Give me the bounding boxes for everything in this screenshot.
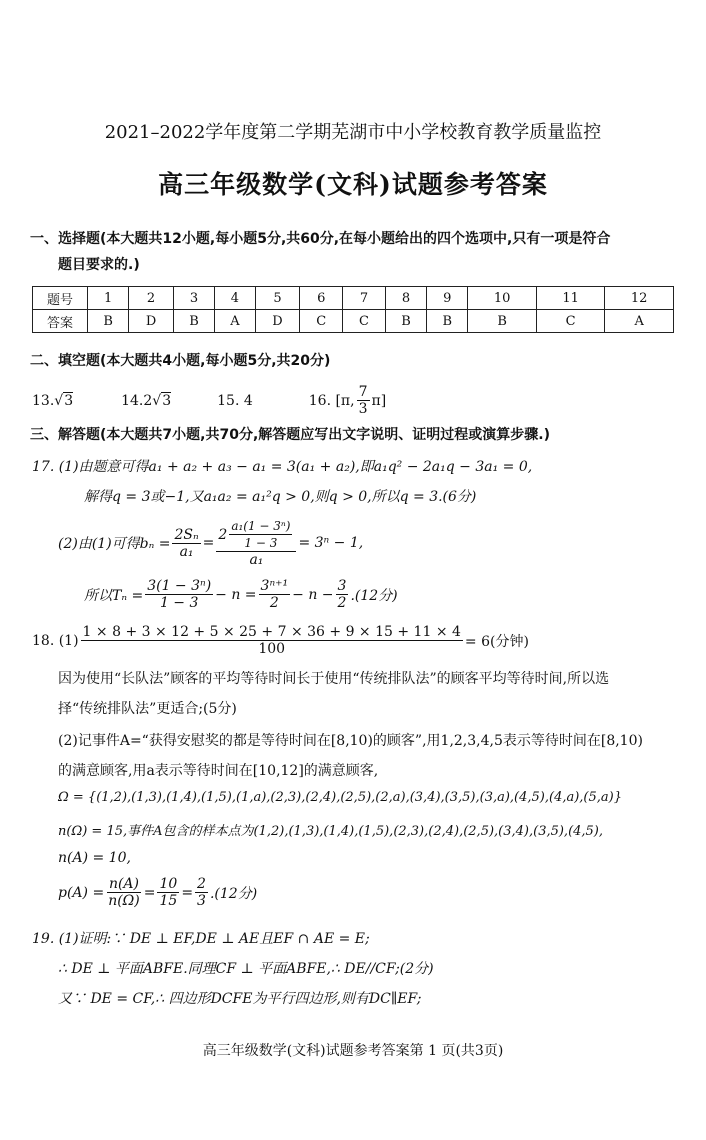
question-number-cell: 4 (215, 287, 256, 310)
section1-heading: 一、选择题(本大题共12小题,每小题5分,共60分,在每小题给出的四个选项中,只有一项是符合 (30, 231, 611, 247)
question-number-cell: 11 (536, 287, 605, 310)
q17-line1: 17. (1)由题意可得a₁ + a₂ + a₃ − a₁ = 3(a₁ + a₂),即a₁q² − 2a₁q − 3a₁ = 0, (32, 459, 533, 475)
q18-part1 (32, 624, 529, 657)
q17-fraction-1: $\frac{\text{2Sₙ}}{\text{a₁}}$ (174, 526, 199, 560)
q18-p-post: .(12分) (209, 885, 258, 902)
question-number-cell: 8 (385, 287, 426, 310)
answer-cell: D (255, 310, 300, 333)
question-number-cell: 12 (605, 287, 674, 310)
answer-16-fraction: $\frac{7}{3}$ (358, 384, 368, 417)
table-row (33, 287, 674, 310)
answer-13: 13. (32, 392, 55, 409)
equals: = (181, 884, 194, 901)
q18-n-a: n(A) = 10, (58, 850, 131, 866)
q18-probability (58, 876, 257, 909)
answer-cell: C (343, 310, 386, 333)
page-title: 高三年级数学(文科)试题参考答案 (158, 170, 548, 199)
answer-14-radicand: 3 (162, 393, 172, 409)
question-number-cell: 10 (468, 287, 537, 310)
answer-cell: D (129, 310, 174, 333)
question-number-cell: 7 (343, 287, 386, 310)
row-label-number: 题号 (33, 287, 88, 310)
q18-p3: (2)记事件A=“获得安慰奖的都是等待时间在[8,10)的顾客”,用1,2,3,4,5表示等待时间在[8,10) (58, 733, 643, 749)
q18-n-omega: n(Ω) = 15,事件A包含的样本点为(1,2),(1,3),(1,4),(1,5),(2,3),(2,4),(2,5),(3,4),(3,5),(4,5), (58, 824, 604, 839)
answer-14: 14.2 (121, 392, 153, 409)
answer-cell: A (605, 310, 674, 333)
q18-fraction: $\frac{1 \times 8 + 3 \times 12 + 5 \times 25 + 7 \times 36 + 9 \times 15 + 11 \times 4}{100}$ (82, 624, 461, 657)
q18-p-pre: p(A) = (58, 884, 105, 901)
answer-cell: A (215, 310, 256, 333)
fill-answers (32, 384, 386, 417)
sqrt-symbol: √ (152, 392, 162, 409)
question-number-cell: 5 (255, 287, 300, 310)
q17-part2 (58, 518, 363, 568)
sqrt-symbol: √ (54, 392, 64, 409)
answer-table (32, 286, 674, 333)
q17-line2: 解得q = 3或−1,又a₁a₂ = a₁²q > 0,则q > 0,所以q = 3.(6分) (84, 489, 477, 505)
answer-cell: B (468, 310, 537, 333)
q17-part3 (84, 578, 398, 611)
q18-p2: 择“传统排队法”更适合;(5分) (58, 701, 237, 717)
section2-heading: 二、填空题(本大题共4小题,每小题5分,共20分) (30, 353, 331, 369)
q19-line3: 又∵ DE = CF,∴ 四边形DCFE为平行四边形,则有DC∥EF; (58, 991, 422, 1007)
q18-pre: 18. (1) (32, 632, 79, 649)
q18-p-fraction-1: $\frac{n(A)}{n(\Omega)}$ (108, 876, 140, 909)
q18-p-fraction-2: $\frac{10}{15}$ (159, 876, 178, 909)
q17-part3-post: .(12分) (350, 587, 398, 604)
page-footer: 高三年级数学(文科)试题参考答案第 1 页(共3页) (202, 1043, 504, 1059)
question-number-cell: 9 (427, 287, 468, 310)
q17-fraction-4: $\frac{\text{3ⁿ⁺¹}}{2}$ (260, 578, 289, 611)
answer-cell: B (173, 310, 214, 333)
answer-13-radicand: 3 (64, 393, 74, 409)
question-number-cell: 6 (300, 287, 343, 310)
q17-part3-mid: − n = (215, 586, 257, 603)
section1-heading-cont: 题目要求的.) (58, 257, 140, 273)
q19-line1: 19. (1)证明:∵ DE ⊥ EF,DE ⊥ AE且EF ∩ AE = E; (32, 931, 370, 947)
equals: = (202, 535, 215, 551)
q17-fraction-2: 2 $\frac{\text{a₁(1 − 3ⁿ)}}{1 - 3}$ a₁ (216, 518, 296, 568)
page-subtitle: 2021–2022学年度第二学期芜湖市中小学校教育教学质量监控 (104, 122, 602, 143)
q17-fraction-5: $\frac{3}{2}$ (337, 578, 347, 611)
q18-omega: Ω = {(1,2),(1,3),(1,4),(1,5),(1,a),(2,3),(2,4),(2,5),(2,a),(3,4),(3,5),(3,a),(4,5),(4,a),(5,a)} (58, 790, 622, 805)
answer-cell: C (536, 310, 605, 333)
answer-cell: B (88, 310, 129, 333)
q17-part3-pre: 所以Tₙ = (84, 587, 144, 604)
q18-p1: 因为使用“长队法”顾客的平均等待时间长于使用“传统排队法”的顾客平均等待时间,所以选 (58, 671, 610, 687)
question-number-cell: 2 (129, 287, 174, 310)
answer-16-post: π] (371, 392, 387, 409)
section3-heading: 三、解答题(本大题共7小题,共70分,解答题应写出文字说明、证明过程或演算步骤.) (30, 427, 550, 443)
equals: = (143, 884, 156, 901)
q18-post: = 6(分钟) (464, 633, 529, 650)
answer-cell: C (300, 310, 343, 333)
answer-cell: B (427, 310, 468, 333)
q17-part3-mid2: − n − (292, 586, 334, 603)
table-row (33, 310, 674, 333)
answer-15: 15. 4 (217, 392, 253, 409)
q19-line2: ∴ DE ⊥ 平面ABFE.同理CF ⊥ 平面ABFE,∴ DE//CF;(2分) (58, 961, 434, 977)
q18-p4: 的满意顾客,用a表示等待时间在[10,12]的满意顾客, (58, 763, 379, 779)
q17-fraction-3: $\frac{\text{3(1 − 3ⁿ)}}{1 - 3}$ (147, 578, 212, 611)
q17-part2-pre: (2)由(1)可得bₙ = (58, 536, 171, 552)
answer-cell: B (385, 310, 426, 333)
q18-p-fraction-3: $\frac{2}{3}$ (197, 876, 206, 909)
question-number-cell: 3 (173, 287, 214, 310)
q17-part2-post: = 3ⁿ − 1, (298, 535, 364, 551)
question-number-cell: 1 (88, 287, 129, 310)
row-label-answer: 答案 (33, 310, 88, 333)
answer-16-pre: 16. [π, (308, 392, 355, 409)
